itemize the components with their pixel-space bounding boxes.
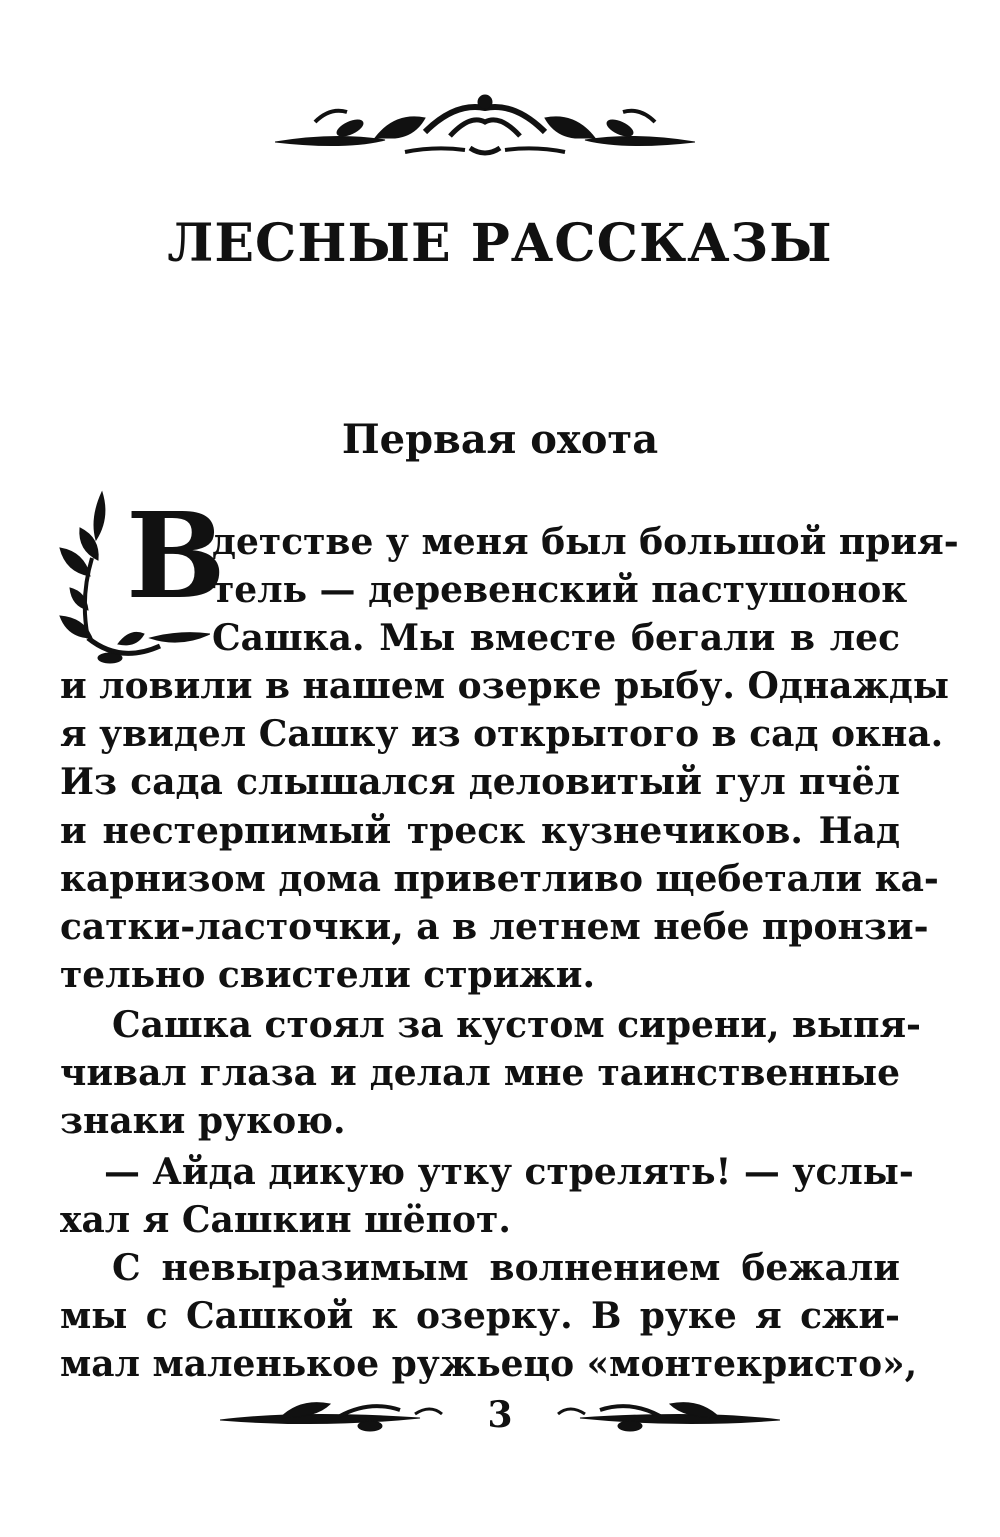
text-line: С невыразимым волнением бежали — [112, 1247, 900, 1289]
paragraph-3 — [60, 1148, 914, 1244]
text-line: хал я Сашкин шёпот. — [60, 1199, 511, 1242]
text-line: Сашка стоял за кустом сирени, выпя- — [112, 1004, 921, 1046]
text-line: тель — деревенский пастушонок — [212, 569, 908, 612]
text-line: — Айда дикую утку стрелять! — услы- — [104, 1151, 914, 1193]
text-line: тельно свистели стрижи. — [60, 954, 595, 997]
text-line: мы с Сашкой к озерку. В руке я сжи- — [60, 1295, 900, 1338]
text-line: Сашка. Мы вместе бегали в лес — [212, 617, 900, 660]
text-line: карнизом дома приветливо щебетали ка- — [60, 857, 939, 900]
paragraph-4 — [60, 1244, 918, 1389]
text-line: знаки рукою. — [60, 1100, 346, 1143]
page-number: 3 — [487, 1394, 513, 1436]
text-line: сатки-ласточки, а в летнем небе пронзи- — [60, 905, 929, 948]
paragraph-2 — [60, 1001, 921, 1146]
text-line: и нестерпимый треск кузнечиков. Над — [60, 809, 900, 852]
top-flourish-ornament — [275, 92, 695, 164]
text-line: Из сада слышался деловитый гул пчёл — [60, 761, 900, 804]
paragraph-1 — [60, 662, 949, 999]
text-line: и ловили в нашем озерке рыбу. Однажды — [60, 665, 949, 707]
text-line: мал маленькое ружьецо «монтекристо», — [60, 1343, 918, 1386]
drop-cap-block — [40, 486, 226, 670]
text-line: чивал глаза и делал мне таинственные — [60, 1052, 900, 1095]
drop-cap-letter: В — [126, 486, 226, 625]
text-line: детстве у меня был большой прия- — [212, 521, 959, 563]
text-line: я увидел Сашку из открытого в сад окна. — [60, 713, 944, 756]
chapter-title: Первая охота — [341, 416, 659, 463]
drop-cap-lines — [212, 518, 959, 663]
book-title: ЛЕСНЫЕ РАССКАЗЫ — [167, 213, 833, 274]
